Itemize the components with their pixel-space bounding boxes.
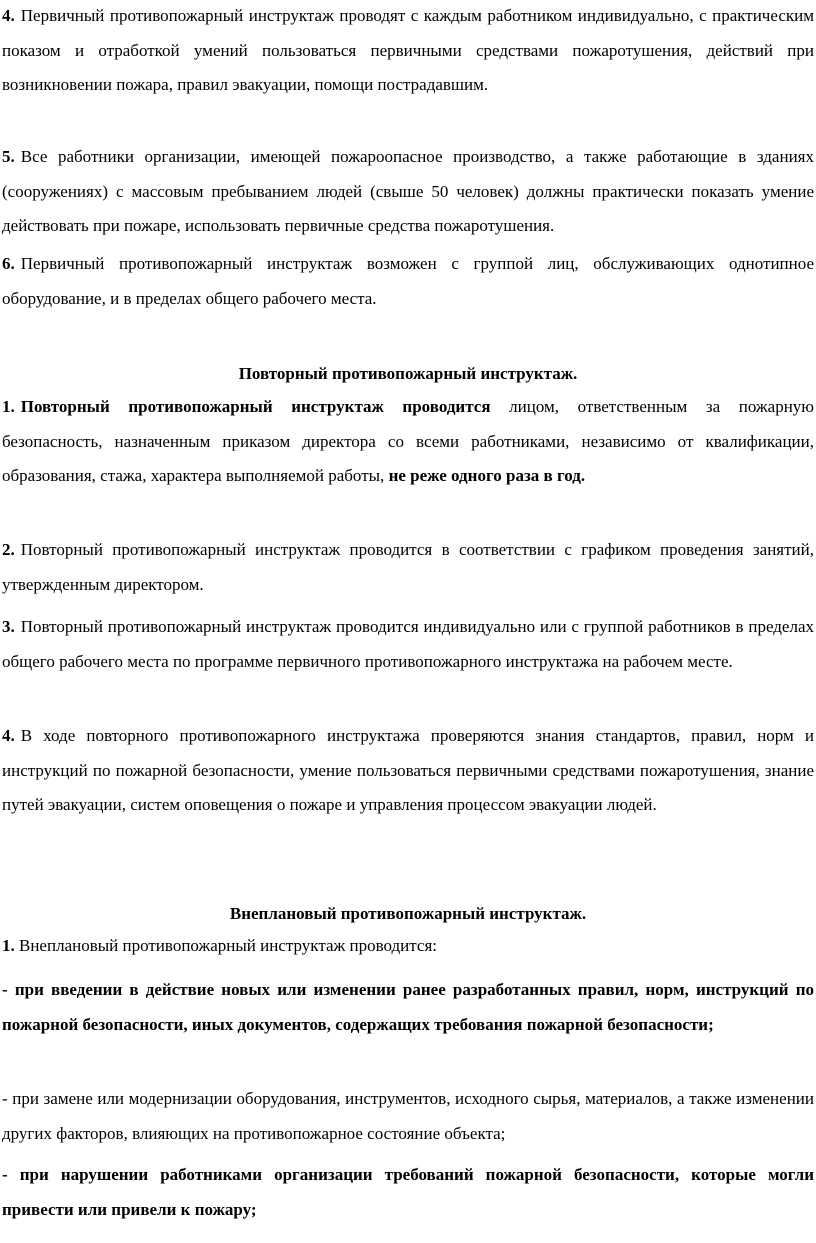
paragraph-bold-lead: Повторный противопожарный инструктаж проводится	[20, 397, 491, 416]
repeat-section-heading: Повторный противопожарный инструктаж.	[238, 364, 578, 383]
paragraph-text: Первичный противопожарный инструктаж возможен с группой лиц, обслуживающих однотипное оборудование, и в пределах общего рабочего места.	[2, 254, 814, 308]
paragraph-bold-tail: не реже одного раза в год.	[388, 466, 586, 485]
list-dash: -	[2, 1089, 8, 1108]
paragraph-text: Первичный противопожарный инструктаж проводят с каждым работником индивидуально, с практическим показом и отработкой умений пользоваться первичными средствами пожаротушения, действий при возникновении пожара, правил эвакуации, помощи пострадавшим.	[2, 6, 814, 94]
paragraph-text: Все работники организации, имеющей пожароопасное производство, а также работающие в зданиях (сооружениях) с массовым пребыванием людей (свыше 50 человек) должны практически показать умение действовать при пожаре, использовать первичные средства пожаротушения.	[2, 147, 814, 235]
list-dash: -	[2, 1165, 8, 1184]
paragraph-number: 1.	[2, 936, 15, 955]
list-item-text: при замене или модернизации оборудования, инструментов, исходного сырья, материалов, а также изменении других факторов, влияющих на противопожарное состояние объекта;	[2, 1089, 814, 1143]
repeat-paragraph-4	[2, 719, 814, 823]
paragraph-number: 2.	[2, 540, 15, 559]
list-dash: -	[2, 980, 8, 999]
paragraph-text: В ходе повторного противопожарного инструктажа проверяются знания стандартов, правил, норм и инструкций по пожарной безопасности, умение пользоваться первичными средствами пожаротушения, знание путей эвакуации, систем оповещения о пожаре и управления процессом эвакуации людей.	[2, 726, 814, 814]
paragraph-number: 4.	[2, 6, 15, 25]
repeat-paragraph-3	[2, 610, 814, 679]
unplanned-section-heading: Внеплановый противопожарный инструктаж.	[229, 904, 587, 923]
unplanned-list-item	[2, 1082, 814, 1151]
paragraph-number: 1.	[2, 397, 15, 416]
primary-paragraph-4	[2, 0, 814, 103]
paragraph-text: Внеплановый противопожарный инструктаж проводится:	[19, 936, 438, 955]
list-item-text: при введении в действие новых или изменении ранее разработанных правил, норм, инструкций по пожарной безопасности, иных документов, содержащих требования пожарной безопасности;	[2, 980, 815, 1034]
paragraph-text: лицом, ответственным за пожарную безопасность, назначенным приказом директора со всеми работниками, независимо от квалификации, образования, стажа, характера выполняемой работы,	[2, 397, 814, 485]
paragraph-number: 3.	[2, 617, 15, 636]
list-item-text: при нарушении работниками организации требований пожарной безопасности, которые могли привести или привели к пожару;	[2, 1165, 814, 1219]
primary-paragraph-6	[2, 247, 814, 316]
paragraph-text: Повторный противопожарный инструктаж проводится в соответствии с графиком проведения занятий, утвержденным директором.	[2, 540, 814, 594]
repeat-paragraph-1	[2, 390, 814, 494]
paragraph-number: 4.	[2, 726, 15, 745]
unplanned-list-item	[2, 973, 814, 1042]
paragraph-number: 5.	[2, 147, 15, 166]
paragraph-text: Повторный противопожарный инструктаж проводится индивидуально или с группой работников в пределах общего рабочего места по программе первичного противопожарного инструктажа на рабочем месте.	[2, 617, 814, 671]
repeat-paragraph-2	[2, 533, 814, 602]
paragraph-number: 6.	[2, 254, 15, 273]
unplanned-list-item	[2, 1158, 814, 1227]
unplanned-paragraph-1	[2, 929, 814, 964]
primary-paragraph-5	[2, 140, 814, 244]
